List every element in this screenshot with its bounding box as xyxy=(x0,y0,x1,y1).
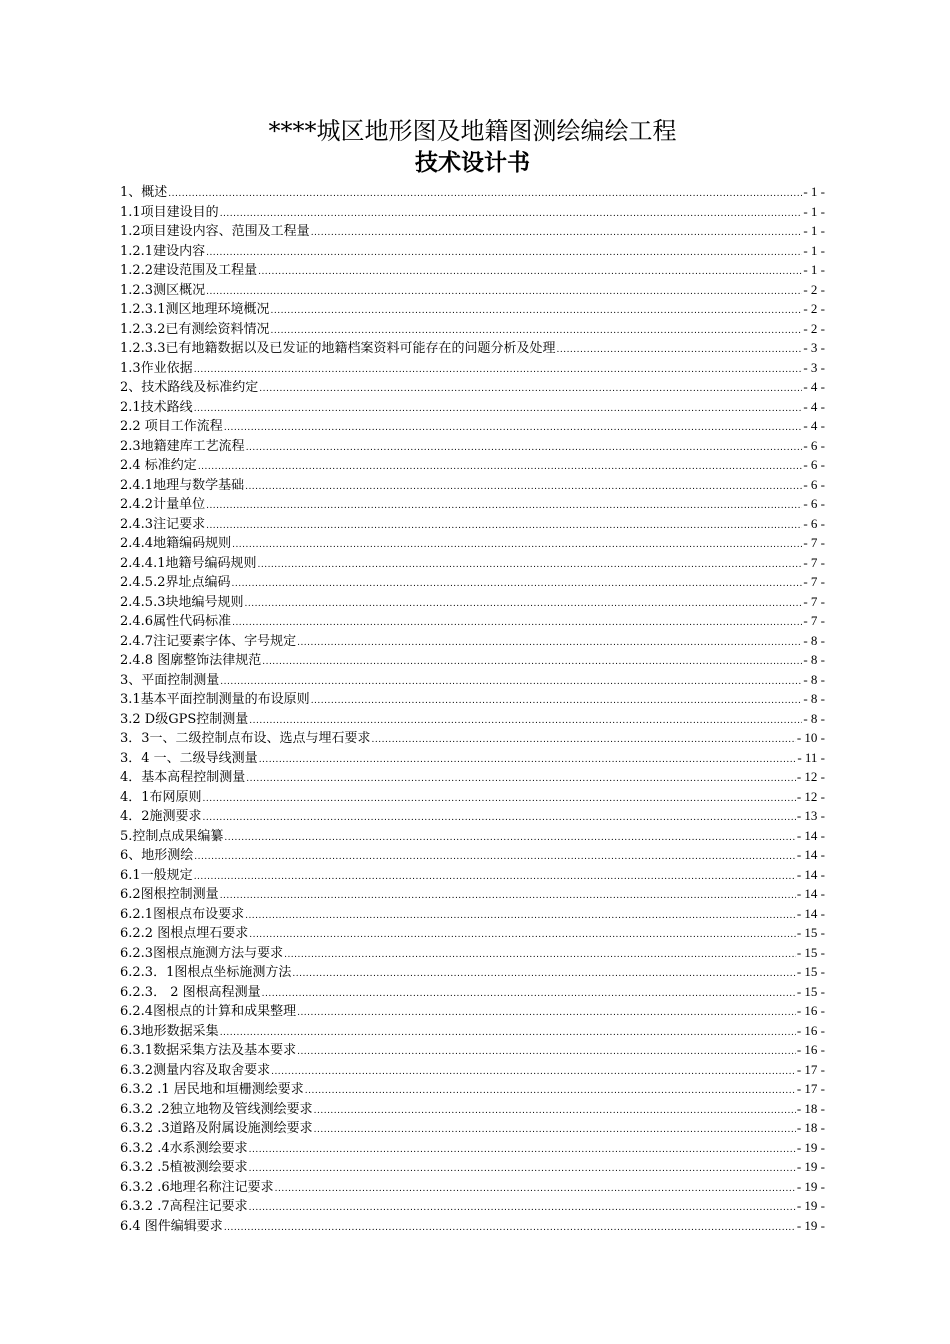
toc-entry[interactable] xyxy=(120,1021,825,1041)
toc-entry[interactable] xyxy=(120,202,825,222)
toc-dot-leader xyxy=(244,595,802,612)
toc-entry-label: 6.2.3．1图根点坐标施测方法 xyxy=(120,965,292,980)
toc-entry-label: 6.2.3． 2 图根高程测量 xyxy=(120,984,261,1000)
toc-entry[interactable] xyxy=(120,962,825,982)
toc-dot-leader xyxy=(194,848,796,865)
toc-entry-label: 2.4.5.3块地编号规则 xyxy=(120,594,244,610)
toc-dot-leader xyxy=(220,1024,796,1041)
toc-entry-label: 2.4 标准约定 xyxy=(120,458,197,473)
toc-dot-leader xyxy=(262,653,802,670)
toc-dot-leader xyxy=(258,263,802,280)
toc-dot-leader xyxy=(314,1102,796,1119)
toc-entry-page-number: - 1 - xyxy=(803,242,825,258)
toc-dot-leader xyxy=(270,322,802,339)
toc-entry-page-number: - 4 - xyxy=(803,418,825,433)
toc-entry[interactable] xyxy=(120,1040,825,1060)
toc-entry-page-number: - 2 - xyxy=(803,301,825,316)
toc-entry-page-number: - 11 - xyxy=(797,749,825,765)
toc-entry[interactable] xyxy=(120,319,825,339)
toc-entry-page-number: - 4 - xyxy=(803,379,825,394)
toc-entry-page-number: - 17 - xyxy=(796,1061,825,1077)
toc-entry-page-number: - 19 - xyxy=(796,1159,825,1174)
document-subtitle: 技术设计书 xyxy=(415,150,530,176)
toc-dot-leader xyxy=(246,770,796,787)
toc-entry[interactable] xyxy=(120,865,825,885)
toc-entry-page-number: - 19 - xyxy=(796,1178,825,1194)
toc-dot-leader xyxy=(270,302,802,319)
toc-entry[interactable] xyxy=(120,826,825,846)
toc-dot-leader xyxy=(271,1063,796,1080)
toc-entry-page-number: - 1 - xyxy=(803,223,825,238)
toc-entry-page-number: - 1 - xyxy=(803,262,825,277)
toc-dot-leader xyxy=(311,224,803,241)
toc-entry[interactable] xyxy=(120,767,825,787)
toc-entry-page-number: - 8 - xyxy=(803,710,825,726)
toc-entry[interactable] xyxy=(120,1099,825,1119)
toc-entry[interactable] xyxy=(120,241,825,261)
toc-entry-label: 6.2图根控制测量 xyxy=(120,887,219,902)
toc-dot-leader xyxy=(206,283,802,300)
toc-entry-label: 3.1基本平面控制测量的布设原则 xyxy=(120,692,310,707)
toc-entry[interactable] xyxy=(120,923,825,943)
toc-entry-page-number: - 7 - xyxy=(803,613,825,628)
toc-entry-page-number: - 8 - xyxy=(803,632,825,648)
toc-entry[interactable] xyxy=(120,650,825,670)
toc-entry-page-number: - 12 - xyxy=(796,769,825,784)
toc-entry[interactable] xyxy=(120,631,825,651)
toc-dot-leader xyxy=(220,673,802,690)
toc-dot-leader xyxy=(297,1004,796,1021)
toc-entry-label: 1.2.3.3已有地籍数据以及已发证的地籍档案资料可能存在的问题分析及处理 xyxy=(120,341,556,356)
toc-entry[interactable] xyxy=(120,670,825,690)
toc-entry[interactable] xyxy=(120,1118,825,1138)
toc-entry-page-number: - 15 - xyxy=(796,983,825,999)
toc-entry-label: 1.2.1建设内容 xyxy=(120,243,206,259)
toc-entry-label: 6.3地形数据采集 xyxy=(120,1023,219,1039)
toc-entry-page-number: - 10 - xyxy=(796,730,825,745)
toc-entry-label: 1.2.3测区概况 xyxy=(120,282,206,298)
toc-entry-page-number: - 18 - xyxy=(796,1100,825,1116)
toc-entry-page-number: - 3 - xyxy=(803,340,825,355)
toc-dot-leader xyxy=(259,751,797,768)
toc-entry[interactable] xyxy=(120,280,825,300)
toc-entry[interactable] xyxy=(120,260,825,280)
toc-entry[interactable] xyxy=(120,514,825,534)
toc-entry-label: 5.控制点成果编纂 xyxy=(120,828,224,844)
toc-entry-label: 2.4.5.2界址点编码 xyxy=(120,575,231,590)
toc-entry[interactable] xyxy=(120,1001,825,1021)
toc-entry-page-number: - 8 - xyxy=(803,652,825,667)
toc-entry-page-number: - 14 - xyxy=(796,866,825,882)
toc-entry-page-number: - 2 - xyxy=(803,320,825,336)
toc-entry[interactable] xyxy=(120,787,825,807)
toc-entry-label: 6.3.2 .4水系测绘要求 xyxy=(120,1140,248,1156)
toc-dot-leader xyxy=(203,790,796,807)
toc-dot-leader xyxy=(245,478,802,495)
toc-dot-leader xyxy=(203,809,796,826)
toc-entry-label: 6.1一般规定 xyxy=(120,867,193,883)
toc-entry-page-number: - 7 - xyxy=(803,554,825,570)
toc-entry-label: 2.4.3注记要求 xyxy=(120,516,206,532)
toc-dot-leader xyxy=(245,907,796,924)
toc-entry-label: 1.3作业依据 xyxy=(120,360,193,376)
toc-entry-label: 4．基本高程控制测量 xyxy=(120,770,246,785)
toc-entry[interactable] xyxy=(120,689,825,709)
toc-entry-page-number: - 4 - xyxy=(803,398,825,414)
toc-entry[interactable] xyxy=(120,1060,825,1080)
toc-dot-leader xyxy=(372,731,796,748)
toc-entry[interactable] xyxy=(120,884,825,904)
toc-entry[interactable] xyxy=(120,533,825,553)
toc-dot-leader xyxy=(194,361,803,378)
toc-entry-label: 1.2.2建设范围及工程量 xyxy=(120,263,258,278)
toc-entry[interactable] xyxy=(120,377,825,397)
toc-dot-leader xyxy=(297,634,802,651)
toc-dot-leader xyxy=(284,946,796,963)
toc-entry-label: 2.1技术路线 xyxy=(120,399,193,415)
toc-entry-label: 6、地形测绘 xyxy=(120,848,194,863)
toc-entry-page-number: - 19 - xyxy=(796,1217,825,1233)
toc-entry-label: 2.4.8 图廓整饰法律规范 xyxy=(120,653,262,668)
toc-dot-leader xyxy=(262,985,796,1002)
toc-entry[interactable] xyxy=(120,592,825,612)
toc-entry-label: 6.3.2 .5植被测绘要求 xyxy=(120,1160,248,1175)
toc-entry-page-number: - 1 - xyxy=(803,203,825,219)
toc-entry[interactable] xyxy=(120,436,825,456)
toc-entry-page-number: - 7 - xyxy=(803,593,825,609)
toc-entry-label: 6.2.1图根点布设要求 xyxy=(120,906,245,922)
toc-entry[interactable] xyxy=(120,845,825,865)
toc-entry-label: 2.4.2计量单位 xyxy=(120,497,206,512)
toc-entry-page-number: - 7 - xyxy=(803,535,825,550)
toc-entry-page-number: - 14 - xyxy=(796,886,825,901)
toc-dot-leader xyxy=(231,575,802,592)
toc-dot-leader xyxy=(198,458,803,475)
toc-entry-page-number: - 13 - xyxy=(796,808,825,823)
table-of-contents xyxy=(120,182,825,1235)
toc-entry-label: 2.4.6属性代码标准 xyxy=(120,614,232,629)
toc-entry-page-number: - 17 - xyxy=(796,1081,825,1096)
toc-entry-page-number: - 8 - xyxy=(803,671,825,687)
toc-entry-label: 2.4.4.1地籍号编码规则 xyxy=(120,555,257,571)
toc-dot-leader xyxy=(232,614,802,631)
toc-entry-label: 3、平面控制测量 xyxy=(120,672,220,688)
toc-dot-leader xyxy=(168,185,802,202)
toc-entry[interactable] xyxy=(120,1157,825,1177)
toc-entry-page-number: - 14 - xyxy=(796,847,825,862)
toc-dot-leader xyxy=(220,205,803,222)
toc-entry[interactable] xyxy=(120,611,825,631)
toc-entry-page-number: - 6 - xyxy=(803,476,825,492)
toc-entry-page-number: - 6 - xyxy=(803,437,825,453)
toc-entry-label: 6.3.2 .3道路及附属设施测绘要求 xyxy=(120,1121,313,1136)
toc-entry[interactable] xyxy=(120,806,825,826)
toc-dot-leader xyxy=(194,400,803,417)
toc-entry[interactable] xyxy=(120,982,825,1002)
toc-entry-page-number: - 7 - xyxy=(803,574,825,589)
toc-dot-leader xyxy=(206,497,802,514)
toc-entry-label: 6.3.2 .6地理名称注记要求 xyxy=(120,1179,274,1195)
toc-entry-label: 1.2项目建设内容、范围及工程量 xyxy=(120,224,310,239)
toc-entry[interactable] xyxy=(120,904,825,924)
toc-entry-page-number: - 1 - xyxy=(803,184,825,199)
toc-entry[interactable] xyxy=(120,221,825,241)
toc-entry-page-number: - 15 - xyxy=(796,964,825,979)
toc-entry-page-number: - 16 - xyxy=(796,1042,825,1057)
toc-entry-label: 1.1项目建设目的 xyxy=(120,204,219,220)
toc-entry-label: 6.3.1数据采集方法及基本要求 xyxy=(120,1043,297,1058)
toc-entry[interactable] xyxy=(120,475,825,495)
toc-dot-leader xyxy=(206,517,802,534)
toc-entry[interactable] xyxy=(120,299,825,319)
toc-entry-label: 2.4.1地理与数学基础 xyxy=(120,477,245,493)
toc-dot-leader xyxy=(305,1082,796,1099)
toc-dot-leader xyxy=(232,536,802,553)
toc-entry[interactable] xyxy=(120,1177,825,1197)
toc-entry-page-number: - 6 - xyxy=(803,515,825,531)
toc-dot-leader xyxy=(257,556,802,573)
toc-entry-label: 2.4.4地籍编码规则 xyxy=(120,536,232,551)
toc-dot-leader xyxy=(206,244,802,261)
toc-entry-label: 1、概述 xyxy=(120,185,168,200)
toc-entry-label: 6.3.2 .7高程注记要求 xyxy=(120,1199,248,1214)
toc-entry-page-number: - 15 - xyxy=(796,944,825,960)
toc-entry-label: 1.2.3.1测区地理环境概况 xyxy=(120,302,270,317)
toc-dot-leader xyxy=(249,1160,796,1177)
toc-dot-leader xyxy=(224,829,795,846)
toc-entry-label: 2.4.7注记要素字体、字号规定 xyxy=(120,633,297,649)
toc-entry-page-number: - 15 - xyxy=(796,925,825,940)
toc-entry[interactable] xyxy=(120,338,825,358)
toc-dot-leader xyxy=(275,1180,796,1197)
toc-entry-label: 6.4 图件编辑要求 xyxy=(120,1218,223,1234)
toc-entry[interactable] xyxy=(120,553,825,573)
toc-entry-page-number: - 19 - xyxy=(796,1139,825,1155)
toc-dot-leader xyxy=(297,1043,796,1060)
toc-entry-page-number: - 12 - xyxy=(796,788,825,804)
toc-dot-leader xyxy=(292,965,795,982)
toc-entry[interactable] xyxy=(120,572,825,592)
toc-entry[interactable] xyxy=(120,1216,825,1236)
toc-entry[interactable] xyxy=(120,709,825,729)
toc-entry-page-number: - 18 - xyxy=(796,1120,825,1135)
toc-entry[interactable] xyxy=(120,943,825,963)
toc-entry-label: 6.3.2 .2独立地物及管线测绘要求 xyxy=(120,1101,313,1117)
toc-entry-label: 3．4 一、二级导线测量 xyxy=(120,750,258,766)
toc-entry[interactable] xyxy=(120,397,825,417)
toc-entry-label: 3.2 D级GPS控制测量 xyxy=(120,711,249,727)
toc-entry[interactable] xyxy=(120,494,825,514)
toc-dot-leader xyxy=(556,341,802,358)
document-page xyxy=(120,114,825,1235)
toc-dot-leader xyxy=(259,380,802,397)
toc-dot-leader xyxy=(194,868,796,885)
toc-dot-leader xyxy=(224,1219,796,1236)
toc-entry-label: 2.2 项目工作流程 xyxy=(120,419,223,434)
toc-entry-page-number: - 16 - xyxy=(796,1003,825,1018)
document-title: ****城区地形图及地籍图测绘编绘工程 xyxy=(268,117,677,145)
toc-dot-leader xyxy=(311,692,803,709)
toc-entry[interactable] xyxy=(120,455,825,475)
toc-entry-label: 6.2.4图根点的计算和成果整理 xyxy=(120,1004,297,1019)
toc-entry[interactable] xyxy=(120,358,825,378)
toc-entry[interactable] xyxy=(120,182,825,202)
toc-entry[interactable] xyxy=(120,728,825,748)
toc-entry-page-number: - 14 - xyxy=(796,905,825,921)
toc-entry[interactable] xyxy=(120,748,825,768)
toc-entry-page-number: - 3 - xyxy=(803,359,825,375)
toc-dot-leader xyxy=(249,1141,796,1158)
toc-entry-label: 6.3.2 .1 居民地和垣栅测绘要求 xyxy=(120,1082,304,1097)
toc-entry-label: 6.2.3图根点施测方法与要求 xyxy=(120,945,284,961)
toc-dot-leader xyxy=(224,419,803,436)
toc-entry-page-number: - 14 - xyxy=(796,827,825,843)
toc-entry-label: 3．3一、二级控制点布设、选点与埋石要求 xyxy=(120,731,371,746)
toc-dot-leader xyxy=(249,712,802,729)
toc-entry-label: 6.2.2 图根点埋石要求 xyxy=(120,926,249,941)
toc-entry-page-number: - 6 - xyxy=(803,496,825,511)
toc-entry[interactable] xyxy=(120,1196,825,1216)
toc-entry[interactable] xyxy=(120,416,825,436)
toc-entry-page-number: - 8 - xyxy=(803,691,825,706)
toc-dot-leader xyxy=(246,439,803,456)
toc-dot-leader xyxy=(220,887,796,904)
toc-entry-page-number: - 6 - xyxy=(803,457,825,472)
toc-entry-page-number: - 2 - xyxy=(803,281,825,297)
toc-entry-label: 2、技术路线及标准约定 xyxy=(120,380,259,395)
toc-entry-label: 6.3.2测量内容及取舍要求 xyxy=(120,1062,271,1078)
toc-entry-page-number: - 16 - xyxy=(796,1022,825,1038)
toc-entry[interactable] xyxy=(120,1079,825,1099)
toc-entry[interactable] xyxy=(120,1138,825,1158)
toc-dot-leader xyxy=(249,1199,796,1216)
toc-entry-label: 4．2施测要求 xyxy=(120,809,202,824)
toc-entry-page-number: - 19 - xyxy=(796,1198,825,1213)
toc-entry-label: 4．1布网原则 xyxy=(120,789,202,805)
toc-dot-leader xyxy=(249,926,796,943)
toc-entry-label: 1.2.3.2已有测绘资料情况 xyxy=(120,321,270,337)
toc-dot-leader xyxy=(314,1121,796,1138)
toc-entry-label: 2.3地籍建库工艺流程 xyxy=(120,438,245,454)
